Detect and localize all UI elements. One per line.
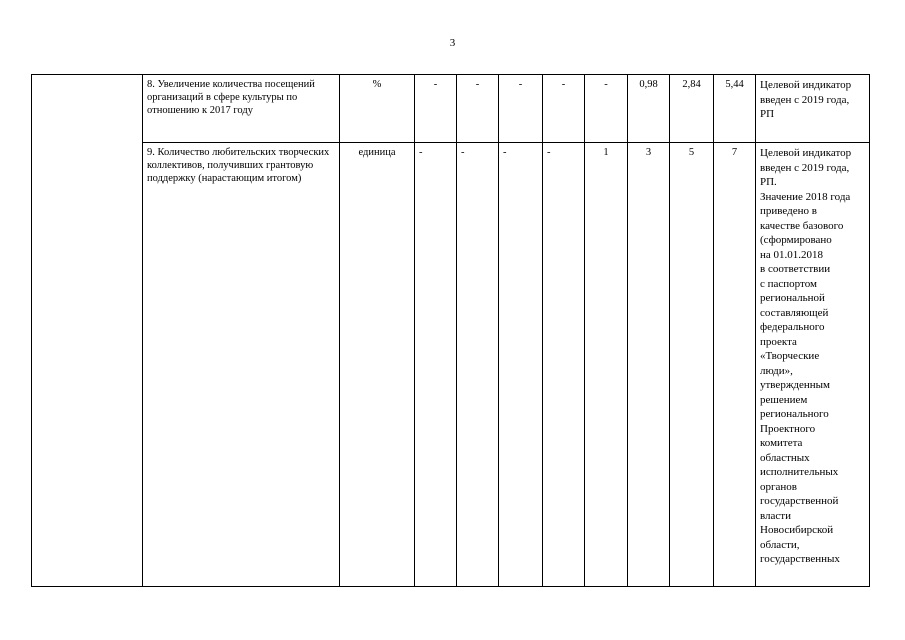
value-cell: 2,84 — [670, 75, 714, 143]
value-cell: - — [543, 143, 585, 587]
note-line: федерального — [760, 321, 825, 334]
note-line: государственной — [760, 495, 839, 508]
value-cell: - — [415, 75, 457, 143]
group-cell — [32, 75, 143, 587]
note-line: Целевой индикатор — [760, 147, 852, 159]
indicator-name: 9. Количество любительских творческих коллективов, получивших грантовую поддержку (нарастающим итогом) — [143, 143, 340, 587]
value-cell: - — [415, 143, 457, 587]
page-number: 3 — [449, 37, 456, 49]
note-line: РП. — [760, 176, 777, 189]
note-line: приведено в — [760, 205, 817, 218]
value-cell: 5 — [670, 143, 714, 587]
note-line: области, — [760, 538, 800, 551]
value-cell: - — [499, 75, 543, 143]
note-line: введен с 2019 года, — [760, 93, 850, 106]
value-cell: 7 — [714, 143, 756, 587]
note-line: на 01.01.2018 — [760, 248, 824, 261]
note-line: Значение 2018 года — [760, 190, 851, 203]
note-line: составляющей — [760, 306, 829, 319]
value-cell: - — [585, 75, 628, 143]
value-cell: - — [457, 143, 499, 587]
note-line: проекта — [760, 335, 797, 348]
note-line: «Творческие — [760, 350, 820, 363]
value-cell: 5,44 — [714, 75, 756, 143]
note-line: органов — [760, 480, 797, 493]
note-line: в соответствии — [760, 263, 831, 276]
value-cell: 1 — [585, 143, 628, 587]
note-line: государственных — [760, 553, 840, 566]
indicators-table — [31, 74, 870, 587]
indicator-note — [756, 143, 870, 587]
note-line: Новосибирской — [760, 524, 834, 537]
value-cell: - — [457, 75, 499, 143]
note-line: регионального — [760, 408, 829, 421]
note-line: Целевой индикатор — [760, 79, 852, 91]
note-line: (сформировано — [760, 234, 832, 247]
note-line: с паспортом — [760, 277, 817, 290]
table-row — [32, 143, 870, 587]
value-cell: 0,98 — [628, 75, 670, 143]
indicator-unit: единица — [340, 143, 415, 587]
note-line: утвержденным — [760, 379, 831, 392]
note-line: люди», — [760, 364, 793, 377]
note-line: введен с 2019 года, — [760, 161, 850, 174]
note-line: РП — [760, 108, 775, 121]
note-line: областных — [760, 451, 810, 464]
indicator-unit: % — [340, 75, 415, 143]
table-row — [32, 75, 870, 143]
value-cell: 3 — [628, 143, 670, 587]
note-line: качестве базового — [760, 219, 844, 232]
note-line: Проектного — [760, 422, 816, 435]
value-cell: - — [543, 75, 585, 143]
indicator-note — [756, 75, 870, 143]
note-line: региональной — [760, 292, 825, 305]
note-line: комитета — [760, 437, 803, 450]
value-cell: - — [499, 143, 543, 587]
indicator-name: 8. Увеличение количества посещений организаций в сфере культуры по отношению к 2017 году — [143, 75, 340, 143]
note-line: решением — [760, 393, 808, 406]
note-line: исполнительных — [760, 466, 839, 479]
note-line: власти — [760, 509, 791, 522]
